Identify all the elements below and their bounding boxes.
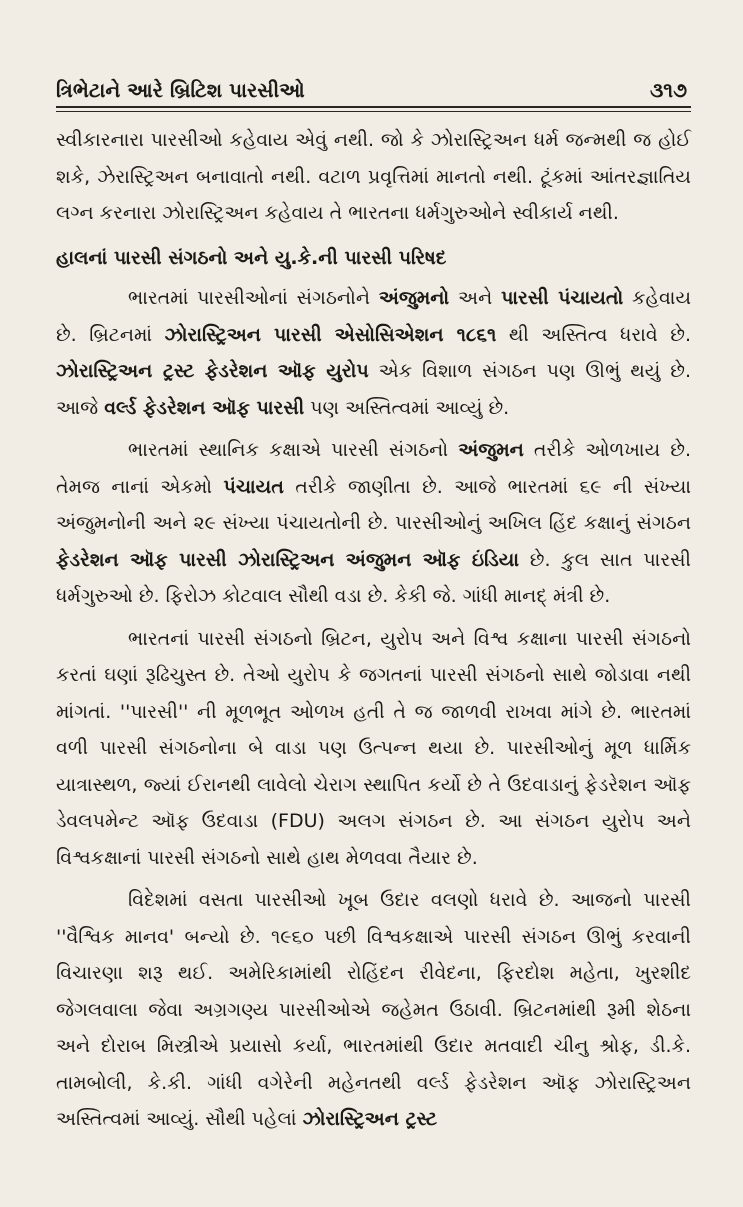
p5-bold-1: ઝોરાસ્ટ્રિઅન ટ્રસ્ટ (302, 1108, 438, 1130)
p3-bold-3: ફેડરેશન ઑફ પારસી ઝોરાસ્ટ્રિઅન અંજુમન ઑફ ઇંડિયા (56, 548, 520, 571)
section-heading: હાલનાં પારસી સંગઠનો અને યુ.કે.ની પારસી પરિષદ (56, 246, 447, 269)
p3-text-3: તરીકે જાણીતા છે. આજે ભારતમાં ૬૯ ની સંખ્યા અંજુમનોની અને ૨૯ સંખ્યા પંચાયતોની છે. પારસીઓનું અખિલ હિંદ કક્ષાનું સંગઠન (56, 475, 691, 534)
p2-bold-4: ઝોરાસ્ટ્રિઅન ટ્રસ્ટ ફેડરેશન ઑફ યુરોપ (56, 360, 369, 382)
p2-text-1: ભારતમાં પારસીઓનાં સંગઠનોને (128, 287, 379, 309)
p3-bold-1: અંજુમન (458, 439, 524, 461)
p2-bold-5: વર્લ્ડ ફેડરેશન ઑફ પારસી (104, 396, 305, 419)
paragraph-2 (56, 280, 691, 426)
p3-text-2: તરીકે ઓળખાય છે. તેમજ નાનાં એકમો (56, 439, 691, 498)
p3-bold-2: પંચાયત (223, 475, 284, 498)
p3-text-4: છે. કુલ સાત પારસી ધર્મગુરુઓ છે. ફિરોઝ કોટવાલ સૌથી વડા છે. કેકી જે. ગાંધી માનદ્ મંત્રી છે. (56, 548, 691, 607)
p2-bold-1: અંજુમનો (378, 287, 450, 309)
header-rule (56, 106, 691, 112)
paragraph-3 (56, 432, 691, 615)
page-header (56, 78, 691, 106)
p2-bold-2: પારસી પંચાયતો (501, 287, 624, 309)
p2-text-5: એક વિશાળ સંગઠન પણ ઊભું થયું છે. આજે (56, 360, 691, 419)
paragraph-5 (56, 882, 691, 1138)
p3-text-1: ભારતમાં સ્થાનિક કક્ષાએ પારસી સંગઠનો (128, 439, 459, 461)
p2-text-4: થી અસ્તિત્વ ધરાવે છે. (496, 323, 691, 346)
paragraph-4: ભારતનાં પારસી સંગઠનો બ્રિટન, યુરોપ અને વિશ્વ કક્ષાના પારસી સંગઠનો કરતાં ઘણાં રૂઢિચુસ્ત છે. તેઓ યુરોપ કે જગતનાં પારસી સંગઠનો સાથે જોડાવા નથી માંગતાં. ''પારસી'' ની મૂળભૂત ઓળખ હતી તે જ જાળવી રાખવા માંગે છે. ભારતમાં વળી પારસી સંગઠનોના બે વાડા પણ ઉત્પન્ન થયા છે. પારસીઓનું મૂળ ધાર્મિક યાત્રાસ્થળ, જ્યાં ઈરાનથી લાવેલો ચેરાગ સ્થાપિત કર્યો છે તે ઉદવાડાનું ફેડરેશન ઑફ ડેવલપમેન્ટ ઑફ ઉદવાડા (FDU) અલગ સંગઠન છે. આ સંગઠન યુરોપ અને વિશ્વકક્ષાનાં પારસી સંગઠનો સાથે હાથ મેળવવા તૈયાર છે. (56, 627, 691, 869)
paragraph-1: સ્વીકારનારા પારસીઓ કહેવાય એવું નથી. જો કે ઝોરાસ્ટ્રિઅન ધર્મ જન્મથી જ હોઈ શકે, ઝેરાસ્ટ્રિઅન બનાવાતો નથી. વટાળ પ્રવૃત્તિમાં માનતો નથી. ટૂંકમાં આંતરજ્ઞાતિય લગ્ન કરનારા ઝોરાસ્ટ્રિઅન કહેવાય તે ભારતના ધર્મગુરુઓને સ્વીકાર્ય નથી. (56, 129, 691, 224)
p2-text-3: કહેવાય છે. બ્રિટનમાં (56, 287, 692, 346)
page-number: ૩૧૭ (649, 78, 687, 102)
p2-text-6: પણ અસ્તિત્વમાં આવ્યું છે. (304, 396, 510, 419)
p2-bold-3: ઝોરાસ્ટ્રિઅન પારસી એસોસિએશન ૧૮૬૧ (164, 323, 497, 346)
running-title: ત્રિભેટાને આરે બ્રિટિશ પારસીઓ (56, 78, 305, 102)
p2-text-2: અને (449, 287, 502, 309)
p5-text-1: વિદેશમાં વસતા પારસીઓ ખૂબ ઉદાર વલણો ધરાવે છે. આજનો પારસી ''વૈશ્વિક માનવ' બન્યો છે. ૧૯૬૦ પછી વિશ્વકક્ષાએ પારસી સંગઠન ઊભું કરવાની વિચારણા શરૂ થઈ. અમેરિકામાંથી રોહિંદન રીવેદના, ફિરદોશ મહેતા, ખુરશીદ જેગલવાલા જેવા અગ્રગણ્ય પારસીઓએ જહેમત ઉઠાવી. બ્રિટનમાંથી રૂમી શેઠના અને દોરાબ મિસ્ત્રીએ પ્રયાસો કર્યા, ભારતમાંથી ઉદાર મતવાદી ચીનુ શ્રોફ, ડી.કે. તામબોલી, કે.કી. ગાંધી વગેરેની મહેનતથી વર્લ્ડ ફેડરેશન ઑફ ઝોરાસ્ટ્રિઅન અસ્તિત્વમાં આવ્યું. સૌથી પહેલાં (56, 889, 691, 1130)
